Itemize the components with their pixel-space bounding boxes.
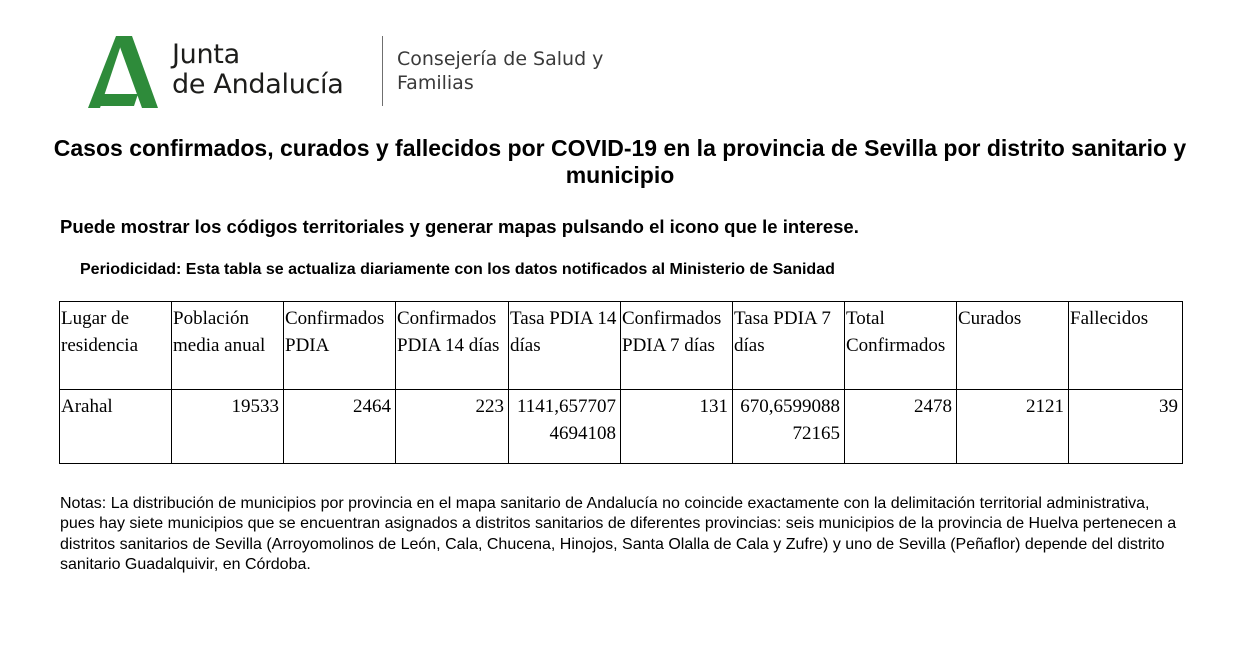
col-header-lugar: Lugar de residencia <box>60 302 172 390</box>
col-header-poblacion: Población media anual <box>172 302 284 390</box>
department-name <box>397 47 603 95</box>
table-header-row <box>60 302 1183 390</box>
col-header-confirmados-7: Confirmados PDIA 7 días <box>621 302 733 390</box>
cell-curados: 2121 <box>957 390 1069 464</box>
notes-text: Notas: La distribución de municipios por provincia en el mapa sanitario de Andalucía no coincide exactamente con la delimitación territorial administrativa, pues hay siete municipios que se encuentran asignados a distritos sanitarios de diferentes provincias: seis municipios de la provincia de Huelva pertenecen a distritos sanitarios de Sevilla (Arroyomolinos de León, Cala, Chucena, Hinojos, Santa Olalla de Cala y Zufre) y uno de Sevilla (Peñaflor) depende del distrito sanitario Guadalquivir, en Córdoba. <box>60 495 1177 573</box>
col-header-total: Total Confirmados <box>845 302 957 390</box>
col-header-confirmados-pdia: Confirmados PDIA <box>284 302 396 390</box>
col-header-tasa-7: Tasa PDIA 7 días <box>733 302 845 390</box>
brand-name <box>172 40 344 100</box>
intro-text: Puede mostrar los códigos territoriales y generar mapas pulsando el icono que le interese. <box>60 216 859 237</box>
periodicity-text: Periodicidad: Esta tabla se actualiza diariamente con los datos notificados al Ministerio de Sanidad <box>80 261 835 278</box>
col-header-tasa-14: Tasa PDIA 14 días <box>509 302 621 390</box>
header-divider <box>382 36 383 106</box>
dept-line-2: Familias <box>397 72 474 94</box>
cell-confirmados-pdia: 2464 <box>284 390 396 464</box>
cell-poblacion: 19533 <box>172 390 284 464</box>
col-header-confirmados-14: Confirmados PDIA 14 días <box>396 302 509 390</box>
cell-total: 2478 <box>845 390 957 464</box>
brand-line-2: de Andalucía <box>172 69 344 100</box>
cell-lugar: Arahal <box>60 390 172 464</box>
page-header <box>86 34 646 110</box>
andalucia-a-logo-icon <box>86 36 164 108</box>
brand-line-1: Junta <box>172 39 240 70</box>
cell-tasa-14: 1141,6577074694108 <box>509 390 621 464</box>
col-header-curados: Curados <box>957 302 1069 390</box>
cell-confirmados-14: 223 <box>396 390 509 464</box>
cell-confirmados-7: 131 <box>621 390 733 464</box>
covid-data-table <box>59 301 1183 464</box>
page-title: Casos confirmados, curados y fallecidos por COVID-19 en la provincia de Sevilla por distrito sanitario y municipio <box>53 135 1187 188</box>
cell-fallecidos: 39 <box>1069 390 1183 464</box>
table-row <box>60 390 1183 464</box>
col-header-fallecidos: Fallecidos <box>1069 302 1183 390</box>
dept-line-1: Consejería de Salud y <box>397 48 604 70</box>
cell-tasa-7: 670,659908872165 <box>733 390 845 464</box>
